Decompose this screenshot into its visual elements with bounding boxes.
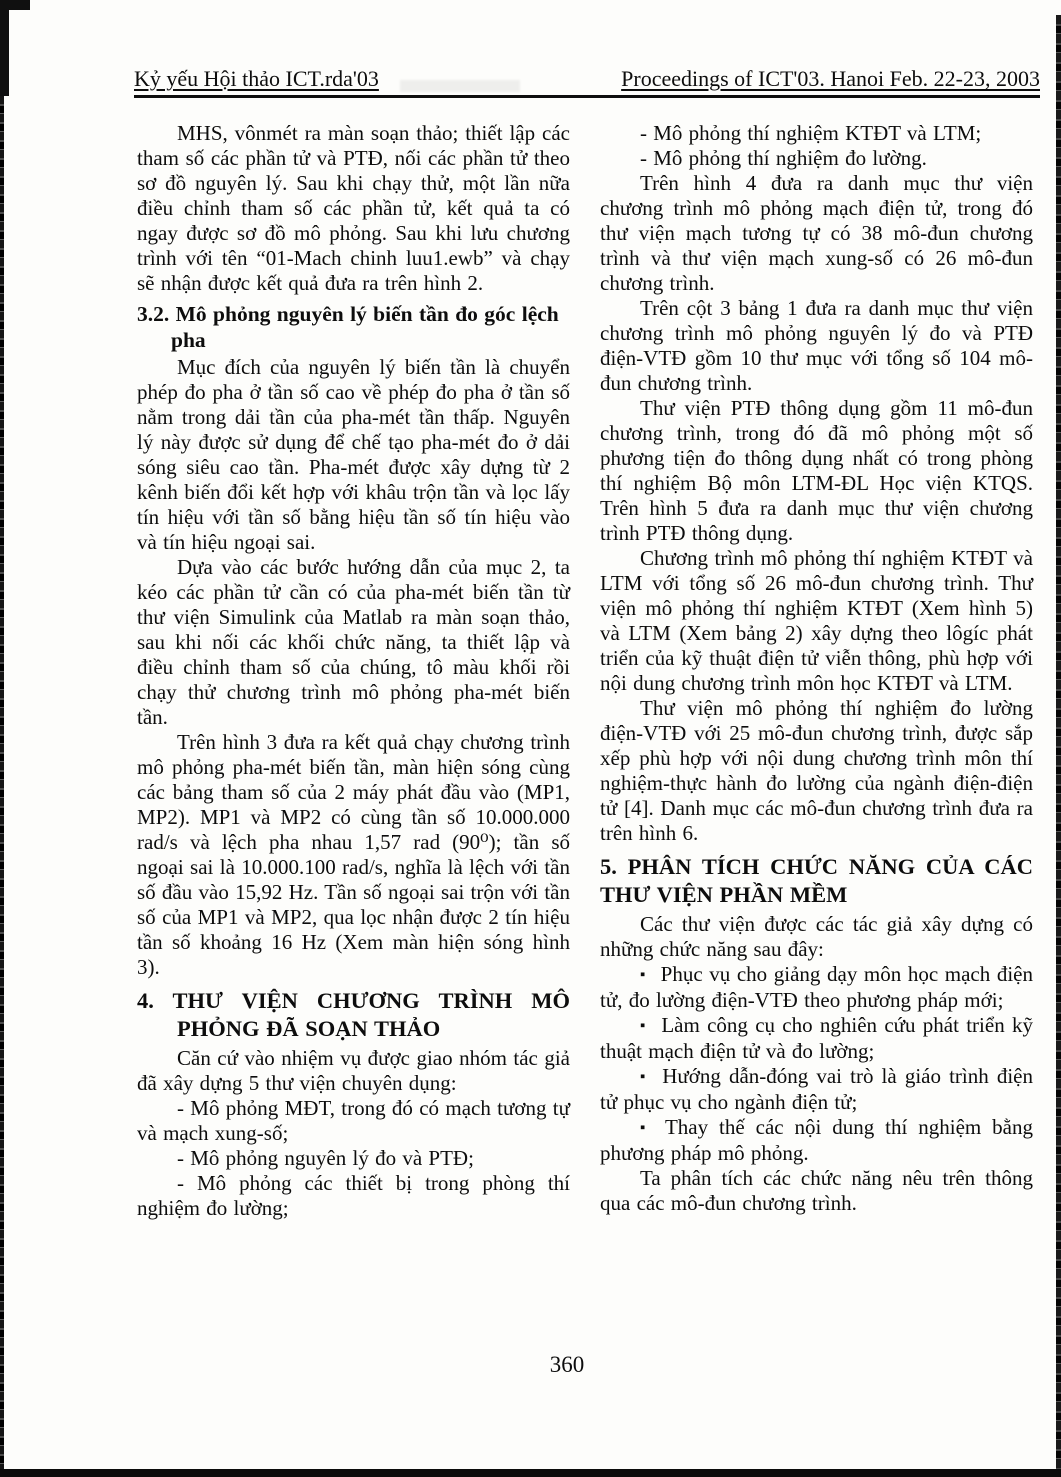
header-right-title: Proceedings of ICT'03. Hanoi Feb. 22-23, 2003 <box>621 66 1040 91</box>
bullet-text: Thay thế các nội dung thí nghiệm bằng phương pháp mô phỏng. <box>600 1115 1033 1165</box>
bullet-item <box>600 1115 1033 1166</box>
paragraph: Trên hình 3 đưa ra kết quả chạy chương trình mô phỏng pha-mét biến tần, màn hiện sóng cùng các bảng tham số của 2 máy phát đầu vào (MP1, MP2). MP1 và MP2 có cùng tần số 10.000.000 rad/s và lệch pha nhau 1,57 rad (90⁰); tần số ngoại sai là 10.000.100 rad/s, nghĩa là lệch với tần số đầu vào 15,92 Hz. Tần số ngoại sai trộn với tần số của MP1 và MP2, qua lọc nhận được 2 tín hiệu tần số khoảng 16 Hz (Xem màn hiện sóng hình 3). <box>137 730 570 979</box>
list-item: - Mô phỏng nguyên lý đo và PTĐ; <box>177 1146 474 1170</box>
page-number: 360 <box>549 1352 585 1377</box>
section-5-heading: 5. PHÂN TÍCH CHỨC NĂNG CỦA CÁC THƯ VIỆN PHẦN MỀM <box>600 854 1033 907</box>
header-left-title: Kỷ yếu Hội thảo ICT.rda'03 <box>134 66 379 91</box>
left-column <box>137 121 570 1221</box>
square-bullet-icon: ▪ <box>640 1018 647 1034</box>
list-item: - Mô phỏng thí nghiệm KTĐT và LTM; <box>640 121 982 145</box>
scan-artifact-bottom-edge <box>0 1469 1061 1477</box>
scan-artifact-right-edge <box>1056 15 1061 1477</box>
paragraph: Mục đích của nguyên lý biến tần là chuyển phép đo pha ở tần số cao về phép đo pha ở tần số nằm trong dải tần của pha-mét tần thấp. Nguyên lý này được sử dụng để chế tạo pha-mét đo ở dải sóng siêu cao tần. Pha-mét được xây dựng từ 2 kênh biến đổi kết hợp với khâu trộn tần và lọc lấy tín hiệu với tần số bằng hiệu tần số tín hiệu vào và tín hiệu ngoại sai. <box>137 355 570 554</box>
paragraph: Chương trình mô phỏng thí nghiệm KTĐT và LTM với tổng số 26 mô-đun chương trình. Thư viện mô phỏng thí nghiệm KTĐT (Xem hình 5) và LTM (Xem bảng 2) xây dựng theo lôgíc phát triển của kỹ thuật điện tử viễn thông, phù hợp với nội dung chương trình môn học KTĐT và LTM. <box>600 546 1033 695</box>
section-3-2-heading: 3.2. Mô phỏng nguyên lý biến tần đo góc lệch pha <box>137 302 559 352</box>
bullet-item <box>600 1013 1033 1064</box>
bullet-text: Làm công cụ cho nghiên cứu phát triển kỹ thuật mạch điện tử và đo lường; <box>600 1013 1033 1063</box>
bullet-item <box>600 1064 1033 1115</box>
paragraph: Các thư viện được các tác giả xây dựng có những chức năng sau đây: <box>600 912 1033 961</box>
scan-artifact-corner <box>0 0 30 10</box>
paragraph: Trên hình 4 đưa ra danh mục thư viện chương trình mô phỏng mạch điện tử, trong đó thư viện mạch tương tự có 38 mô-đun chương trình và thư viện mạch xung-số có 26 mô-đun chương trình. <box>600 171 1033 295</box>
list-item: - Mô phỏng thí nghiệm đo lường. <box>640 146 927 170</box>
right-column <box>600 121 1033 1221</box>
paragraph: Thư viện mô phỏng thí nghiệm đo lường điện-VTĐ với 25 mô-đun chương trình, được sắp xếp phù hợp với nội dung chương trình môn thí nghiệm-thực hành đo lường của ngành điện-điện tử [4]. Danh mục các mô-đun chương trình đưa ra trên hình 6. <box>600 696 1033 845</box>
paragraph: Thư viện PTĐ thông dụng gồm 11 mô-đun chương trình, trong đó đã mô phỏng một số phương tiện đo thông dụng nhất có trong phòng thí nghiệm Bộ môn LTM-ĐL Học viện KTQS. Trên hình 5 đưa ra danh mục thư viện chương trình PTĐ thông dụng. <box>600 396 1033 545</box>
bullet-item <box>600 962 1033 1013</box>
paragraph: Trên cột 3 bảng 1 đưa ra danh mục thư viện chương trình mô phỏng nguyên lý đo và PTĐ điện-VTĐ gồm 10 thư mục với tổng số 104 mô-đun chương trình. <box>600 296 1033 395</box>
paragraph: Dựa vào các bước hướng dẫn của mục 2, ta kéo các phần tử cần có của pha-mét biến tần từ thư viện Simulink của Matlab ra màn soạn thảo, sau khi nối các khối chức năng, ta thiết lập và điều chỉnh tham số của chúng, tô màu khối rồi chạy thử chương trình mô phỏng pha-mét biến tần. <box>137 555 570 729</box>
scan-artifact-left-edge <box>0 96 4 1477</box>
page-body <box>137 121 1033 1221</box>
list-item: - Mô phỏng các thiết bị trong phòng thí nghiệm đo lường; <box>137 1171 570 1220</box>
bullet-text: Phục vụ cho giảng dạy môn học mạch điện tử, đo lường điện-VTĐ theo phương pháp mới; <box>600 962 1033 1012</box>
scan-artifact-left-top <box>0 0 9 96</box>
paragraph: MHS, vônmét ra màn soạn thảo; thiết lập các tham số các phần tử và PTĐ, nối các phần tử theo sơ đồ nguyên lý. Sau khi chạy thử, một lần nữa điều chỉnh tham số các phần tử, kết quả ta có ngay được sơ đồ mô phỏng. Sau khi lưu chương trình với tên “01-Mach chinh luu1.ewb” và chạy sẽ nhận được kết quả đưa ra trên hình 2. <box>137 121 570 295</box>
section-4-heading: 4. THƯ VIỆN CHƯƠNG TRÌNH MÔ PHỎNG ĐÃ SOẠN THẢO <box>137 988 570 1041</box>
page-header <box>134 66 1040 98</box>
list-item: - Mô phỏng MĐT, trong đó có mạch tương tự và mạch xung-số; <box>137 1096 570 1145</box>
paragraph: Căn cứ vào nhiệm vụ được giao nhóm tác giả đã xây dựng 5 thư viện chuyên dụng: <box>137 1046 570 1095</box>
paragraph: Ta phân tích các chức năng nêu trên thông qua các mô-đun chương trình. <box>600 1166 1033 1215</box>
bullet-text: Hướng dẫn-đóng vai trò là giáo trình điện tử phục vụ cho ngành điện tử; <box>600 1064 1034 1114</box>
square-bullet-icon: ▪ <box>640 1069 648 1085</box>
square-bullet-icon: ▪ <box>640 967 646 983</box>
square-bullet-icon: ▪ <box>640 1120 650 1136</box>
